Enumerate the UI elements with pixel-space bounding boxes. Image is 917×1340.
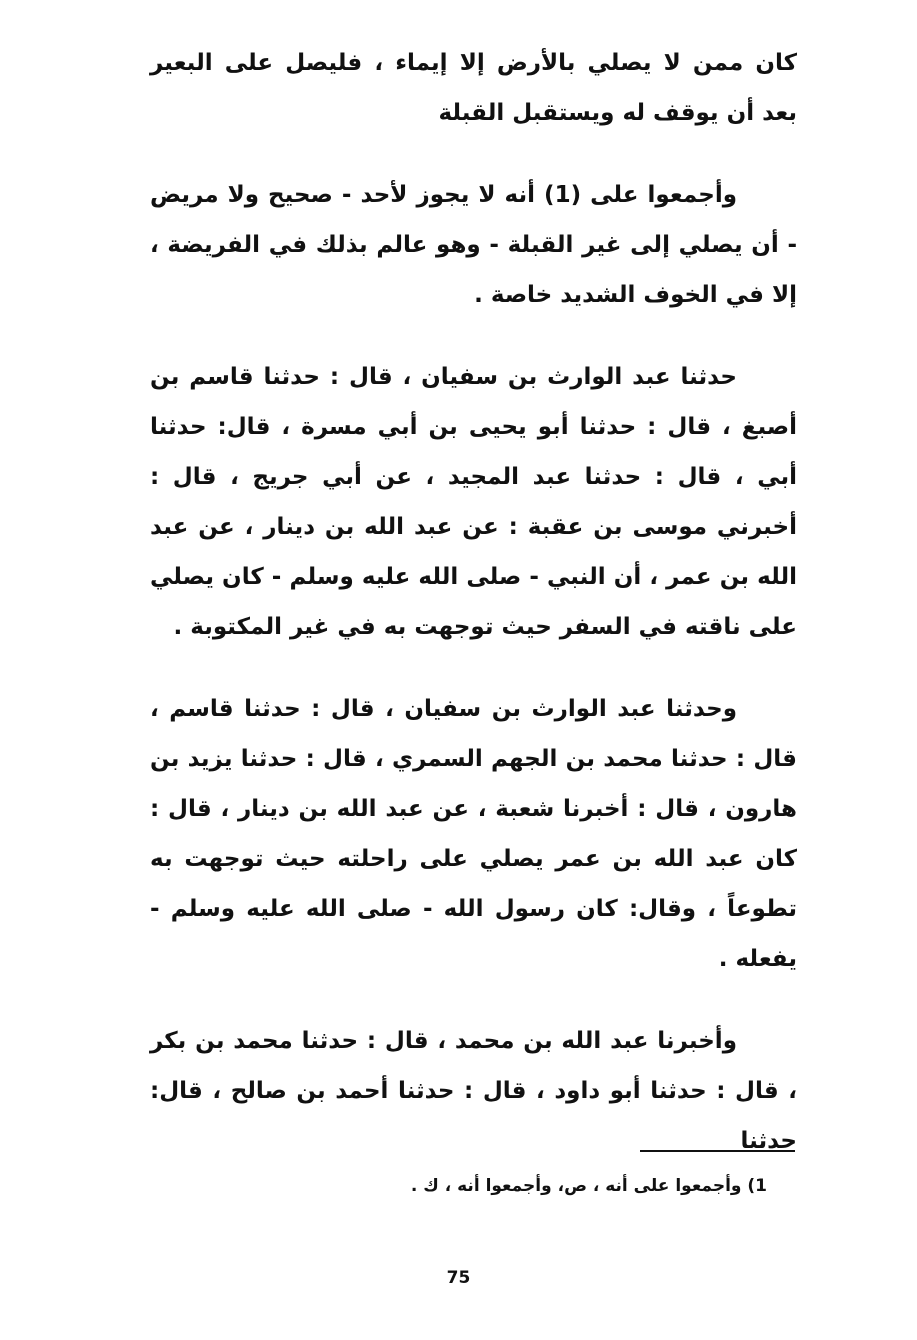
paragraph-1: كان ممن لا يصلي بالأرض إلا إيماء ، فليصل على البعير بعد أن يوقف له ويستقبل القبلة	[150, 50, 797, 126]
paragraph-2: وأجمعوا على (1) أنه لا يجوز لأحد - صحيح ولا مريض - أن يصلي إلى غير القبلة - وهو عالم بذلك في الفريضة ، إلا في الخوف الشديد خاصة .	[150, 182, 797, 308]
paragraph-3: حدثنا عبد الوارث بن سفيان ، قال : حدثنا قاسم بن أصبغ ، قال : حدثنا أبو يحيى بن أبي مسرة ، قال: حدثنا أبي ، قال : حدثنا عبد المجيد ، عن أبي جريج ، قال : أخبرني موسى بن عقبة : عن عبد الله بن دينار ، عن عبد الله بن عمر ، أن النبي - صلى الله عليه وسلم - كان يصلي على ناقته في السفر حيث توجهت به في غير المكتوبة .	[150, 364, 797, 640]
page-number: 75	[446, 1268, 471, 1288]
paragraph-5: وأخبرنا عبد الله بن محمد ، قال : حدثنا محمد بن بكر ، قال : حدثنا أبو داود ، قال : حدثنا أحمد بن صالح ، قال: حدثنا	[150, 1028, 797, 1154]
footnote-divider	[640, 1150, 795, 1152]
main-text	[150, 38, 797, 1198]
footnote: 1) وأجمعوا على أنه ، ص، وأجمعوا أنه ، ك .	[410, 1176, 767, 1196]
paragraph-4: وحدثنا عبد الوارث بن سفيان ، قال : حدثنا قاسم ، قال : حدثنا محمد بن الجهم السمري ، قال : حدثنا يزيد بن هارون ، قال : أخبرنا شعبة ، عن عبد الله بن دينار ، قال : كان عبد الله بن عمر يصلي على راحلته حيث توجهت به تطوعاً ، وقال: كان رسول الله - صلى الله عليه وسلم - يفعله .	[150, 696, 797, 972]
